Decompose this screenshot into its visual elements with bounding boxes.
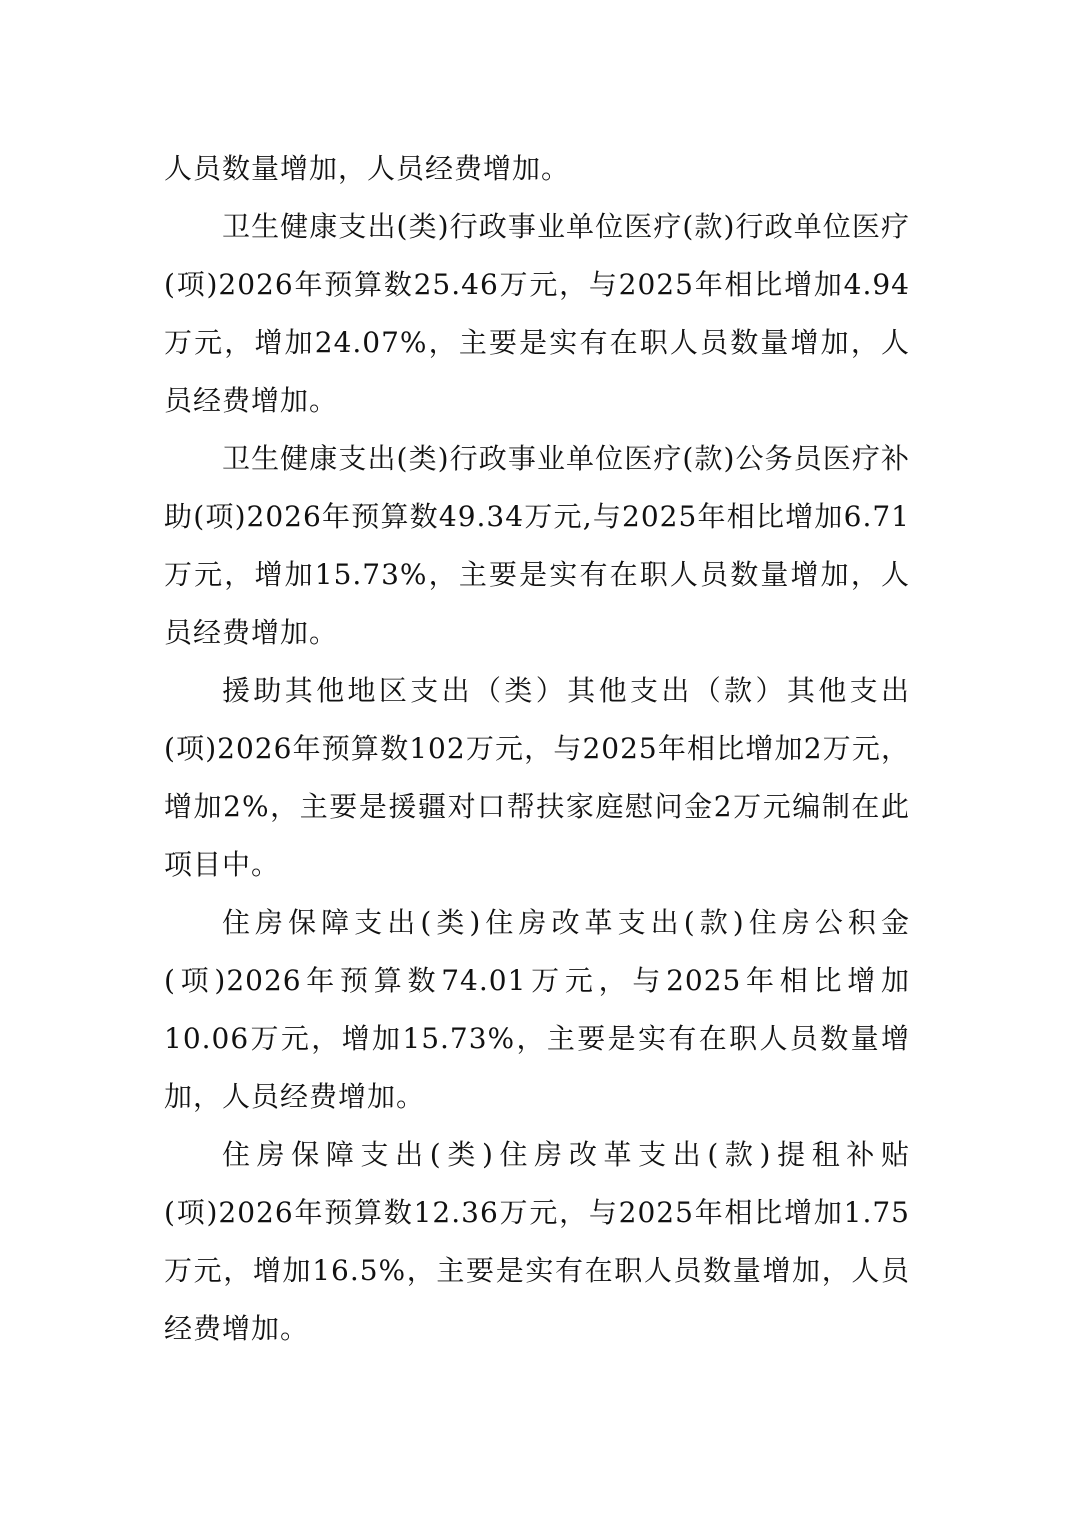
body-text	[164, 140, 910, 1358]
paragraph-health-admin-medical: 卫生健康支出(类)行政事业单位医疗(款)行政单位医疗(项)2026年预算数25.46万元，与2025年相比增加4.94万元，增加24.07%，主要是实有在职人员数量增加，人员经费增加。	[164, 210, 910, 417]
paragraph-rent-subsidy: 住房保障支出(类)住房改革支出(款)提租补贴(项)2026年预算数12.36万元，与2025年相比增加1.75万元，增加16.5%，主要是实有在职人员数量增加，人员经费增加。	[164, 1138, 910, 1345]
paragraph-civil-servant-medical-subsidy: 卫生健康支出(类)行政事业单位医疗(款)公务员医疗补助(项)2026年预算数49.34万元,与2025年相比增加6.71万元，增加15.73%，主要是实有在职人员数量增加，人员经费增加。	[164, 442, 910, 649]
paragraph-continuation: 人员数量增加，人员经费增加。	[164, 152, 571, 185]
paragraph-housing-provident-fund: 住房保障支出(类)住房改革支出(款)住房公积金(项)2026年预算数74.01万元，与2025年相比增加10.06万元，增加15.73%，主要是实有在职人员数量增加，人员经费增加。	[164, 906, 910, 1113]
paragraph-aid-other-regions: 援助其他地区支出（类）其他支出（款）其他支出(项)2026年预算数102万元，与2025年相比增加2万元，增加2%，主要是援疆对口帮扶家庭慰问金2万元编制在此项目中。	[164, 674, 910, 881]
